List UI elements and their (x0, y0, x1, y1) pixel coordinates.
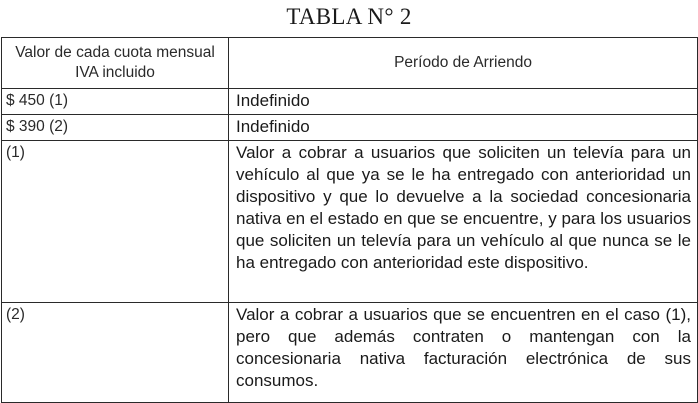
table-row (2, 115, 698, 141)
table-row (2, 141, 698, 303)
period-cell: Indefinido (229, 89, 698, 115)
footnote-marker: (2) (2, 303, 229, 403)
fee-cell: $ 390 (2) (2, 115, 229, 141)
header-monthly-fee-label: Valor de cada cuota mensual IVA incluido (15, 44, 215, 81)
header-lease-period: Período de Arriendo (229, 38, 698, 89)
table-header-row (2, 38, 698, 89)
table-row (2, 303, 698, 403)
footnote-text: Valor a cobrar a usuarios que se encuentren en el caso (1), pero que además contraten o mantengan con la concesionaria nativa facturación electrónica de sus consumos. (229, 303, 698, 403)
footnote-text: Valor a cobrar a usuarios que soliciten un televía para un vehículo al que ya se le ha entregado con anterioridad un dispositivo y que lo devuelve a la sociedad concesionaria nativa en el estado en que se encuentre, y para los usuarios que soliciten un televía para un vehículo al que nunca se le ha entregado con anterioridad este dispositivo. (229, 141, 698, 303)
tariff-table (1, 37, 698, 403)
header-monthly-fee (2, 38, 229, 89)
fee-cell: $ 450 (1) (2, 89, 229, 115)
table-title: TABLA N° 2 (286, 4, 412, 29)
table-row (2, 89, 698, 115)
footnote-marker: (1) (2, 141, 229, 303)
period-cell: Indefinido (229, 115, 698, 141)
